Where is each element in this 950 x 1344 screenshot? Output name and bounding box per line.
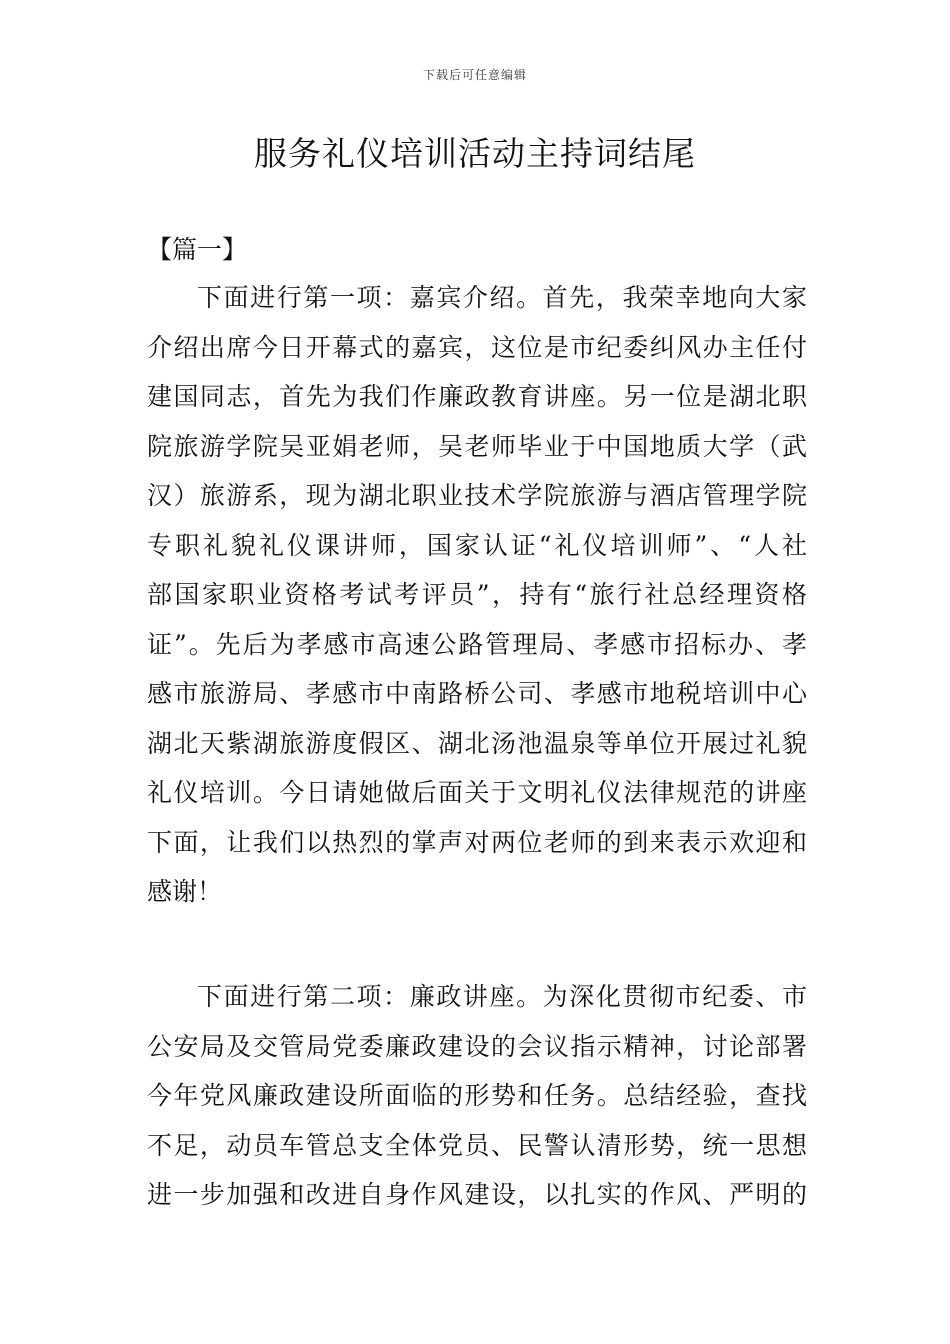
paragraph-line: 进一步加强和改进自身作风建设，以扎实的作风、严明的 [147,1180,807,1209]
paragraph-line: 介绍出席今日开幕式的嘉宾，这位是市纪委纠风办主任付 [147,333,807,362]
paragraph-line: 建国同志，首先为我们作廉政教育讲座。另一位是湖北职 [147,382,807,411]
section-label: 【篇一】 [147,235,248,264]
paragraph-line: 证”。先后为孝感市高速公路管理局、孝感市招标办、孝 [147,630,807,659]
paragraph-line: 汉）旅游系，现为湖北职业技术学院旅游与酒店管理学院 [147,481,807,510]
paragraph-line: 公安局及交管局党委廉政建设的会议指示精神，讨论部署 [147,1032,807,1061]
paragraph-line: 今年党风廉政建设所面临的形势和任务。总结经验，查找 [147,1081,807,1110]
paragraph-line: 不足，动员车管总支全体党员、民警认清形势，统一思想 [147,1131,807,1160]
paragraph-line: 感市旅游局、孝感市中南路桥公司、孝感市地税培训中心 [147,679,807,708]
paragraph-line: 下面，让我们以热烈的掌声对两位老师的到来表示欢迎和 [147,828,807,857]
paragraph-line: 湖北天紫湖旅游度假区、湖北汤池温泉等单位开展过礼貌 [147,729,807,758]
paragraph-line: 下面进行第二项：廉政讲座。为深化贯彻市纪委、市 [197,982,807,1011]
paragraph-line: 部国家职业资格考试考评员”，持有“旅行社总经理资格 [147,580,807,609]
paragraph-line: 专职礼貌礼仪课讲师，国家认证“礼仪培训师”、“人社 [147,531,807,560]
document-title: 服务礼仪培训活动主持词结尾 [254,134,696,173]
paragraph-line: 礼仪培训。今日请她做后面关于文明礼仪法律规范的讲座 [147,778,807,807]
paragraph-line: 下面进行第一项：嘉宾介绍。首先，我荣幸地向大家 [197,283,807,312]
paragraph-line: 院旅游学院吴亚娟老师，吴老师毕业于中国地质大学（武 [147,432,807,461]
paragraph-line: 感谢！ [147,877,223,906]
header-note: 下载后可任意编辑 [422,68,527,82]
